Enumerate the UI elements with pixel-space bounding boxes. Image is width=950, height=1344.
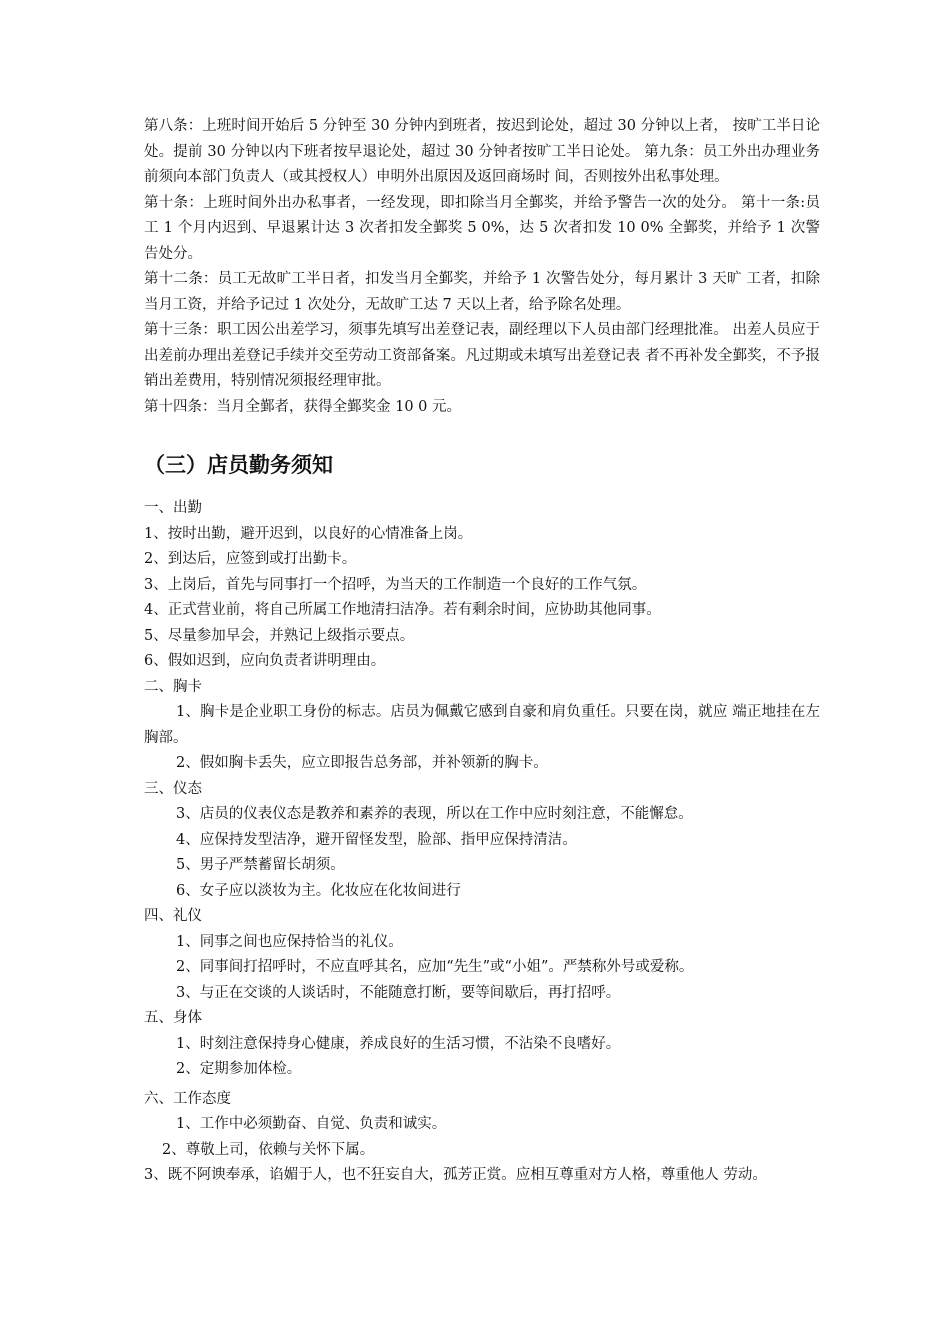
rule-paragraph: 第十四条：当月全鄞者，获得全鄞奖金 10 0 元。: [144, 398, 462, 415]
list-item: 4、应保持发型洁净，避开留怪发型，脸部、指甲应保持清洁。: [176, 831, 577, 848]
subsection-heading: 二、胸卡: [144, 678, 202, 695]
subsection-heading: 四、礼仪: [144, 908, 202, 924]
attitude-section: [144, 1087, 820, 1189]
rule-paragraph: 第十二条：员工无故旷工半日者，扣发当月全鄞奖，并给予 1 次警告处分，每月累计 3 天旷 工者，扣除当月工资，并给予记过 1 次处分，无故旷工达 7 天以上者，给予除名处理。: [144, 271, 820, 313]
list-item: 3、既不阿谀奉承，谄媚于人，也不狂妄自大，孤芳正赏。应相互尊重对方人格，尊重他人 劳动。: [144, 1167, 767, 1183]
list-item: 3、与正在交谈的人谈话时，不能随意打断，要等间歇后，再打招呼。: [176, 984, 621, 1001]
list-item: 1、时刻注意保持身心健康，养成良好的生活习惯，不沾染不良嗜好。: [176, 1035, 621, 1052]
rule-paragraph: 第十条：上班时间外出办私事者，一经发现，即扣除当月全鄞奖，并给予警告一次的处分。 第十一条:员工 1 个月内迟到、早退累计达 3 次者扣发全鄞奖 5 0%，达 5 次者扣发 10 0% 全鄞奖，并给予 1 次警告处分。: [144, 194, 820, 262]
subsection-heading: 六、工作态度: [144, 1090, 231, 1107]
list-item: 5、男子严禁蓄留长胡须。: [176, 857, 345, 873]
list-item: 2、假如胸卡丢失，应立即报告总务部，并补领新的胸卡。: [176, 755, 548, 771]
list-item: 6、女子应以淡妆为主。化妆应在化妆间进行: [176, 882, 461, 899]
list-item: 2、同事间打招呼时，不应直呼其名，应加“先生”或“小姐”。严禁称外号或爱称。: [176, 959, 694, 975]
list-item: 3、店员的仪表仪态是教养和素养的表现，所以在工作中应时刻注意，不能懈怠。: [176, 806, 693, 822]
list-item: 4、正式营业前，将自己所属工作地清扫洁净。若有剩余时间，应协助其他同事。: [144, 602, 661, 618]
subsection-heading: 五、身体: [144, 1010, 202, 1026]
etiquette-section: [144, 904, 820, 1006]
rule-paragraph: 第八条：上班时间开始后 5 分钟至 30 分钟内到班者，按迟到论处，超过 30 分钟以上者， 按旷工半日论处。提前 30 分钟以内下班者按早退论处，超过 30 分钟者按旷工半日论处。 第九条：员工外出办理业务前须向本部门负责人（或其授权人）申明外出原因及返回商场时 间，否则按外出私事处理。: [144, 118, 820, 185]
list-item: 5、尽量参加早会，并熟记上级指示要点。: [144, 627, 415, 644]
list-item: 2、定期参加体检。: [176, 1061, 302, 1077]
rules-block: [144, 114, 820, 420]
rule-paragraph: 第十三条：职工因公出差学习，须事先填写出差登记表，副经理以下人员由部门经理批准。 出差人员应于出差前办理出差登记手续并交至劳动工资部备案。凡过期或未填写出差登记表 者不再补发全鄞奖，不予报销出差费用，特别情况须报经理审批。: [144, 322, 820, 389]
list-item: 2、到达后，应签到或打出勤卡。: [144, 551, 357, 567]
list-item: 2、尊敬上司，依赖与关怀下属。: [162, 1141, 375, 1158]
list-item: 3、上岗后，首先与同事打一个招呼，为当天的工作制造一个良好的工作气氛。: [144, 576, 647, 593]
list-item: 6、假如迟到，应向负责者讲明理由。: [144, 653, 386, 669]
badge-section: [144, 675, 820, 777]
list-item: 1、同事之间也应保持恰当的礼仪。: [176, 933, 403, 950]
list-item: 1、按时出勤，避开迟到，以良好的心情准备上岗。: [144, 525, 473, 542]
appearance-section: [144, 777, 820, 905]
subsection-heading: 三、仪态: [144, 780, 202, 797]
subsection-heading: 一、出勤: [144, 500, 202, 516]
section-title: （三）店员勤务须知: [144, 452, 333, 477]
attendance-section: [144, 496, 820, 675]
health-section: [144, 1006, 820, 1083]
list-item: 1、工作中必须勤奋、自觉、负责和诚实。: [176, 1116, 447, 1132]
list-item: 1、胸卡是企业职工身份的标志。店员为佩戴它感到自豪和肩负重任。只要在岗，就应 端正地挂在左胸部。: [144, 704, 820, 746]
